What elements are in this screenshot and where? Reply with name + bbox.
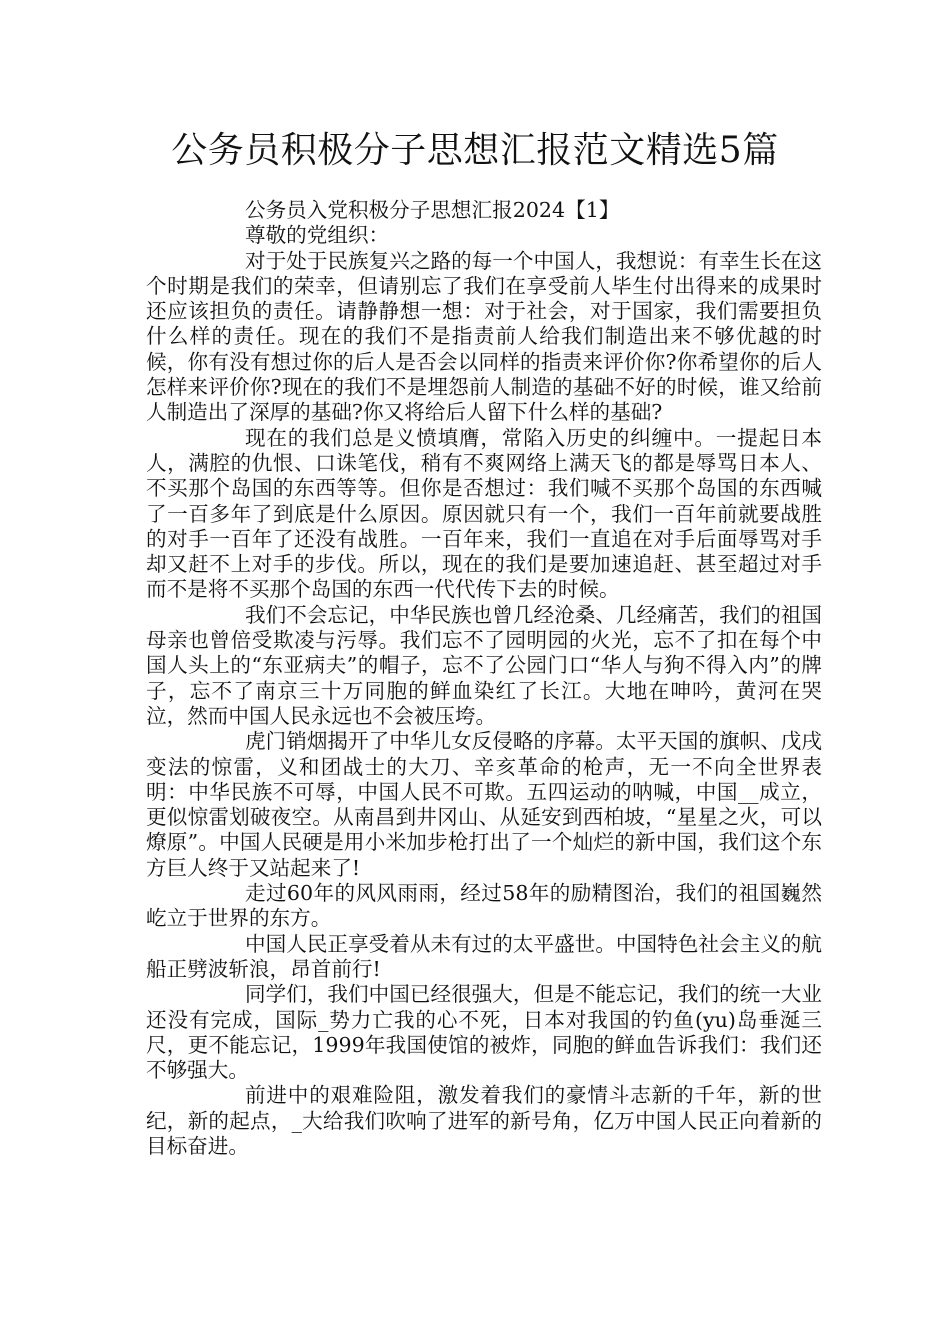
body-paragraph: 走过60年的风风雨雨，经过58年的励精图治，我们的祖国巍然屹立于世界的东方。 bbox=[146, 881, 822, 931]
salutation: 尊敬的党组织： bbox=[245, 223, 390, 248]
body-paragraph: 对于处于民族复兴之路的每一个中国人，我想说：有幸生长在这个时期是我们的荣幸，但请别忘了我们在享受前人毕生付出得来的成果时还应该担负的责任。请静静想一想：对于社会，对于国家，我们需要担负什么样的责任。现在的我们不是指责前人给我们制造出来不够优越的时候，你有没有想过你的后人是否会以同样的指责来评价你?你希望你的后人怎样来评价你?现在的我们不是埋怨前人制造的基础不好的时候，谁又给前人制造出了深厚的基础?你又将给后人留下什么样的基础? bbox=[146, 248, 822, 425]
section-heading: 公务员入党积极分子思想汇报2024【1】 bbox=[245, 198, 620, 222]
document-title: 公务员积极分子思想汇报范文精选5篇 bbox=[171, 130, 779, 171]
body-paragraph: 前进中的艰难险阻，激发着我们的豪情斗志新的千年，新的世纪，新的起点，_大给我们吹响了进军的新号角，亿万中国人民正向着新的目标奋进。 bbox=[146, 1083, 822, 1158]
document-body bbox=[146, 198, 822, 1159]
body-paragraph: 中国人民正享受着从未有过的太平盛世。中国特色社会主义的航船正劈波斩浪，昂首前行! bbox=[146, 931, 822, 981]
body-paragraph: 同学们，我们中国已经很强大，但是不能忘记，我们的统一大业还没有完成，国际_势力亡我的心不死，日本对我国的钓鱼(yu)岛垂涎三尺，更不能忘记，1999年我国使馆的被炸，同胞的鲜血告诉我们：我们还不够强大。 bbox=[146, 982, 822, 1083]
body-paragraph: 虎门销烟揭开了中华儿女反侵略的序幕。太平天国的旗帜、戊戌变法的惊雷，义和团战士的大刀、辛亥革命的枪声，无一不向全世界表明：中华民族不可辱，中国人民不可欺。五四运动的呐喊，中国__成立，更似惊雷划破夜空。从南昌到井冈山、从延安到西柏坡，“星星之火，可以燎原”。中国人民硬是用小米加步枪打出了一个灿烂的新中国，我们这个东方巨人终于又站起来了! bbox=[146, 729, 822, 880]
body-paragraph: 现在的我们总是义愤填膺，常陷入历史的纠缠中。一提起日本人，满腔的仇恨、口诛笔伐，稍有不爽网络上满天飞的都是辱骂日本人、不买那个岛国的东西等等。但你是否想过：我们喊不买那个岛国的东西喊了一百多年了到底是什么原因。原因就只有一个，我们一百年前就要战胜的对手一百年了还没有战胜。一百年来，我们一直追在对手后面辱骂对手却又赶不上对手的步伐。所以，现在的我们是要加速追赶、甚至超过对手而不是将不买那个岛国的东西一代代传下去的时候。 bbox=[146, 425, 822, 602]
body-paragraph: 我们不会忘记，中华民族也曾几经沧桑、几经痛苦，我们的祖国母亲也曾倍受欺凌与污辱。我们忘不了园明园的火光，忘不了扣在每个中国人头上的“东亚病夫”的帽子，忘不了公园门口“华人与狗不得入内”的牌子，忘不了南京三十万同胞的鲜血染红了长江。大地在呻吟，黄河在哭泣，然而中国人民永远也不会被压垮。 bbox=[146, 602, 822, 728]
